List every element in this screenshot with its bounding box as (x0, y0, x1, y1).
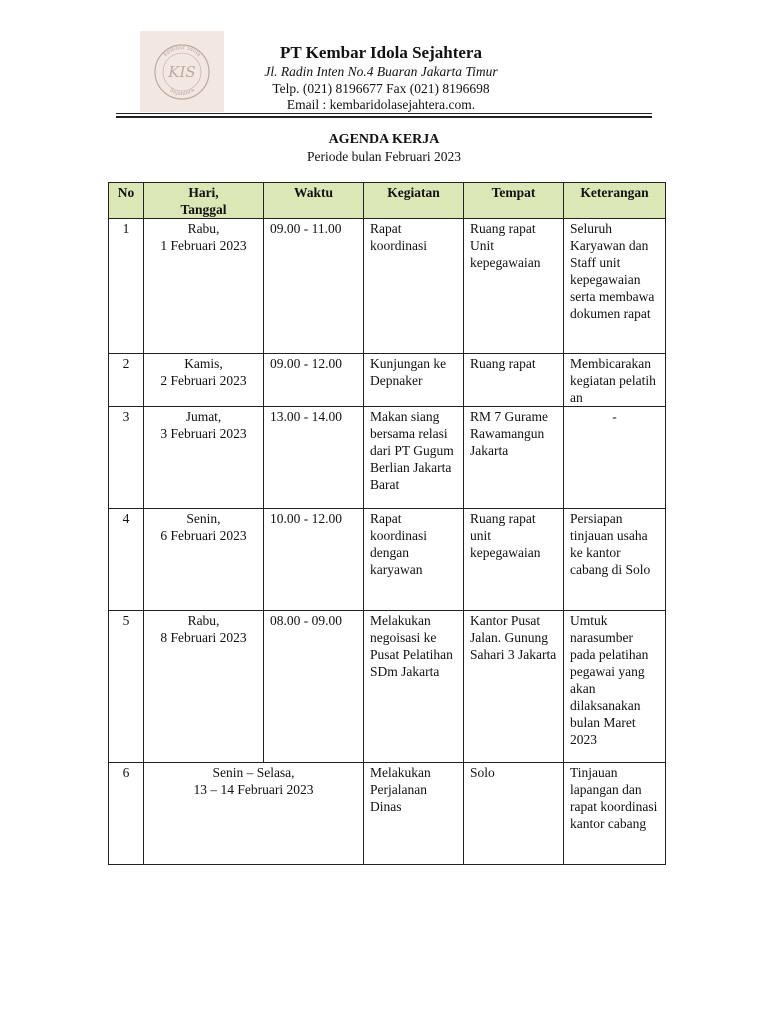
header-waktu: Waktu (264, 183, 364, 219)
company-phone: Telp. (021) 8196677 Fax (021) 8196698 (272, 81, 490, 96)
svg-text:Kembar Idola (162, 45, 202, 59)
cell-keterangan: - (564, 407, 666, 509)
cell-tempat: RM 7 Gurame Rawamangun Jakarta (464, 407, 564, 509)
cell-keterangan: Seluruh Karyawan dan Staff unit kepegawaian serta membawa dokumen rapat (564, 219, 666, 354)
table-header-row (109, 183, 666, 219)
cell-kegiatan: Kunjungan ke Depnaker (364, 354, 464, 407)
cell-no: 1 (109, 219, 144, 354)
table-row (109, 763, 666, 865)
logo-arc-bottom: Sejahtera (168, 87, 196, 98)
cell-hari-tanggal: Senin, 6 Februari 2023 (144, 509, 264, 611)
company-name: PT Kembar Idola Sejahtera (280, 43, 482, 62)
cell-no: 6 (109, 763, 144, 865)
cell-waktu: 08.00 - 09.00 (264, 611, 364, 763)
company-address: Jl. Radin Inten No.4 Buaran Jakarta Timur (264, 64, 498, 79)
letterhead-divider-thick (116, 116, 652, 118)
cell-no: 5 (109, 611, 144, 763)
cell-hari-tanggal: Kamis, 2 Februari 2023 (144, 354, 264, 407)
logo-monogram: KIS (168, 63, 196, 81)
cell-kegiatan: Melakukan Perjalanan Dinas (364, 763, 464, 865)
header-tempat: Tempat (464, 183, 564, 219)
cell-hari-tanggal: Rabu, 8 Februari 2023 (144, 611, 264, 763)
document-title: AGENDA KERJA (328, 132, 440, 147)
cell-kegiatan: Rapat koordinasi dengan karyawan (364, 509, 464, 611)
logo-arc-top: Kembar Idola (162, 44, 202, 59)
cell-hari-tanggal: Senin – Selasa, 13 – 14 Februari 2023 (144, 763, 364, 865)
cell-tempat: Kantor Pusat Jalan. Gunung Sahari 3 Jakarta (464, 611, 564, 763)
table-row (109, 407, 666, 509)
cell-tempat: Solo (464, 763, 564, 865)
cell-hari-tanggal: Rabu, 1 Februari 2023 (144, 219, 264, 354)
header-kegiatan: Kegiatan (364, 183, 464, 219)
cell-no: 2 (109, 354, 144, 407)
cell-keterangan: Umtuk narasumber pada pelatihan pegawai yang akan dilaksanakan bulan Maret 2023 (564, 611, 666, 763)
cell-tempat: Ruang rapat (464, 354, 564, 407)
header-no: No (109, 183, 144, 219)
cell-tempat: Ruang rapat unit kepegawaian (464, 509, 564, 611)
cell-keterangan: Persiapan tinjauan usaha ke kantor cabang di Solo (564, 509, 666, 611)
cell-kegiatan: Makan siang bersama relasi dari PT Gugum Berlian Jakarta Barat (364, 407, 464, 509)
svg-text:Sejahtera (168, 87, 196, 97)
letterhead-divider (116, 113, 652, 114)
logo-seal-icon (140, 31, 224, 112)
header-hari-tanggal: Hari, Tanggal (144, 183, 264, 219)
cell-kegiatan: Melakukan negoisasi ke Pusat Pelatihan SDm Jakarta (364, 611, 464, 763)
table-row (109, 611, 666, 763)
table-row (109, 219, 666, 354)
cell-waktu: 10.00 - 12.00 (264, 509, 364, 611)
table-row (109, 354, 666, 407)
cell-no: 3 (109, 407, 144, 509)
cell-waktu: 13.00 - 14.00 (264, 407, 364, 509)
company-email: Email : kembaridolasejahtera.com. (286, 97, 476, 112)
cell-hari-tanggal: Jumat, 3 Februari 2023 (144, 407, 264, 509)
cell-waktu: 09.00 - 12.00 (264, 354, 364, 407)
cell-no: 4 (109, 509, 144, 611)
document-period: Periode bulan Februari 2023 (306, 149, 462, 164)
cell-keterangan: Membicarakan kegiatan pelatihan (564, 354, 666, 407)
company-logo (140, 31, 224, 112)
cell-waktu: 09.00 - 11.00 (264, 219, 364, 354)
header-keterangan: Keterangan (564, 183, 666, 219)
cell-tempat: Ruang rapat Unit kepegawaian (464, 219, 564, 354)
table-row (109, 509, 666, 611)
agenda-table (108, 182, 666, 865)
cell-keterangan: Tinjauan lapangan dan rapat koordinasi kantor cabang (564, 763, 666, 865)
cell-kegiatan: Rapat koordinasi (364, 219, 464, 354)
